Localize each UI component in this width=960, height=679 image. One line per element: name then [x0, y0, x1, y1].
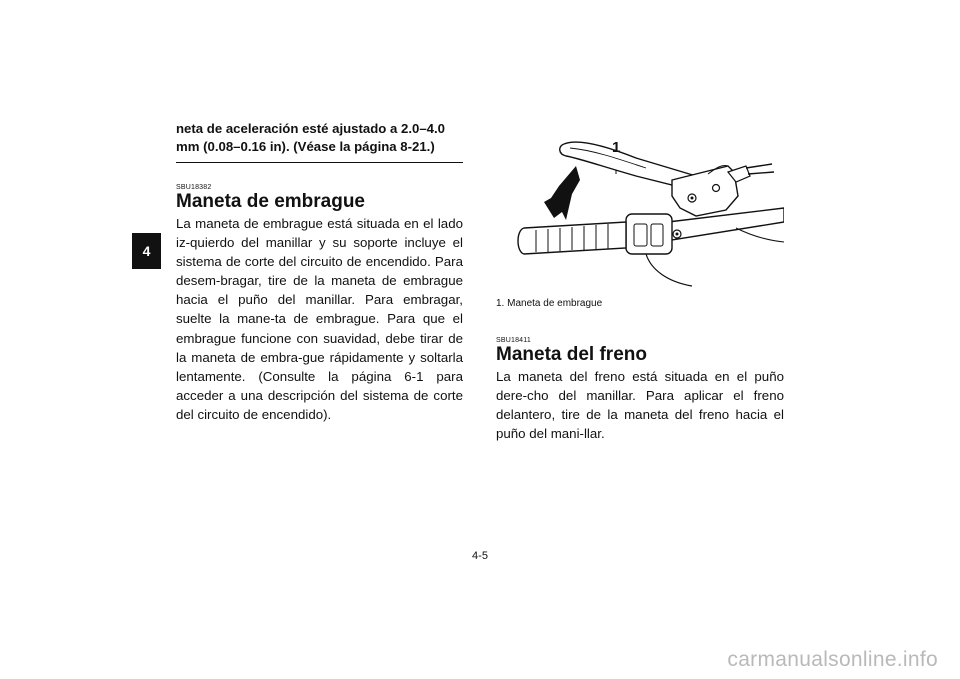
- watermark-text: carmanualsonline.info: [727, 648, 938, 671]
- continued-heading: neta de aceleración esté ajustado a 2.0–4.0 mm (0.08–0.16 in). (Véase la página 8-21.): [176, 120, 463, 163]
- figure-caption: 1. Maneta de embrague: [496, 298, 603, 309]
- brake-lever-body: La maneta del freno está situada en el puño dere-cho del manillar. Para aplicar el freno delantero, tire de la maneta del freno hacia el puño del mani-llar.: [496, 369, 784, 442]
- right-column: [496, 136, 784, 443]
- left-column: [176, 120, 463, 424]
- section-title-clutch-lever: Maneta de embrague: [176, 191, 365, 212]
- clutch-lever-body: La maneta de embrague está situada en el lado iz-quierdo del manillar y su soporte incluye el sistema de corte del circuito de encendido. Para desem-bragar, tire de la maneta de embrague hacia el puño del manillar. Para embragar, suelte la mane-ta de embrague. Para que el embrague funcione con suavidad, debe tirar de la maneta de embra-gue rápidamente y soltarla lentamente. (Consulte la página 6-1 para acceder a una descripción del sistema de corte del circuito de encendido).: [176, 216, 463, 422]
- section-code: SBU18411: [496, 337, 531, 344]
- pull-direction-arrow-icon: [544, 166, 580, 220]
- chapter-tab: 4: [132, 233, 161, 269]
- figure-callout-number: 1: [612, 139, 621, 156]
- page-number: 4-5: [472, 550, 488, 562]
- clutch-lever-illustration: [496, 136, 784, 291]
- clutch-lever-drawing: [496, 136, 784, 291]
- section-code: SBU18382: [176, 184, 212, 191]
- section-title-brake-lever: Maneta del freno: [496, 344, 647, 365]
